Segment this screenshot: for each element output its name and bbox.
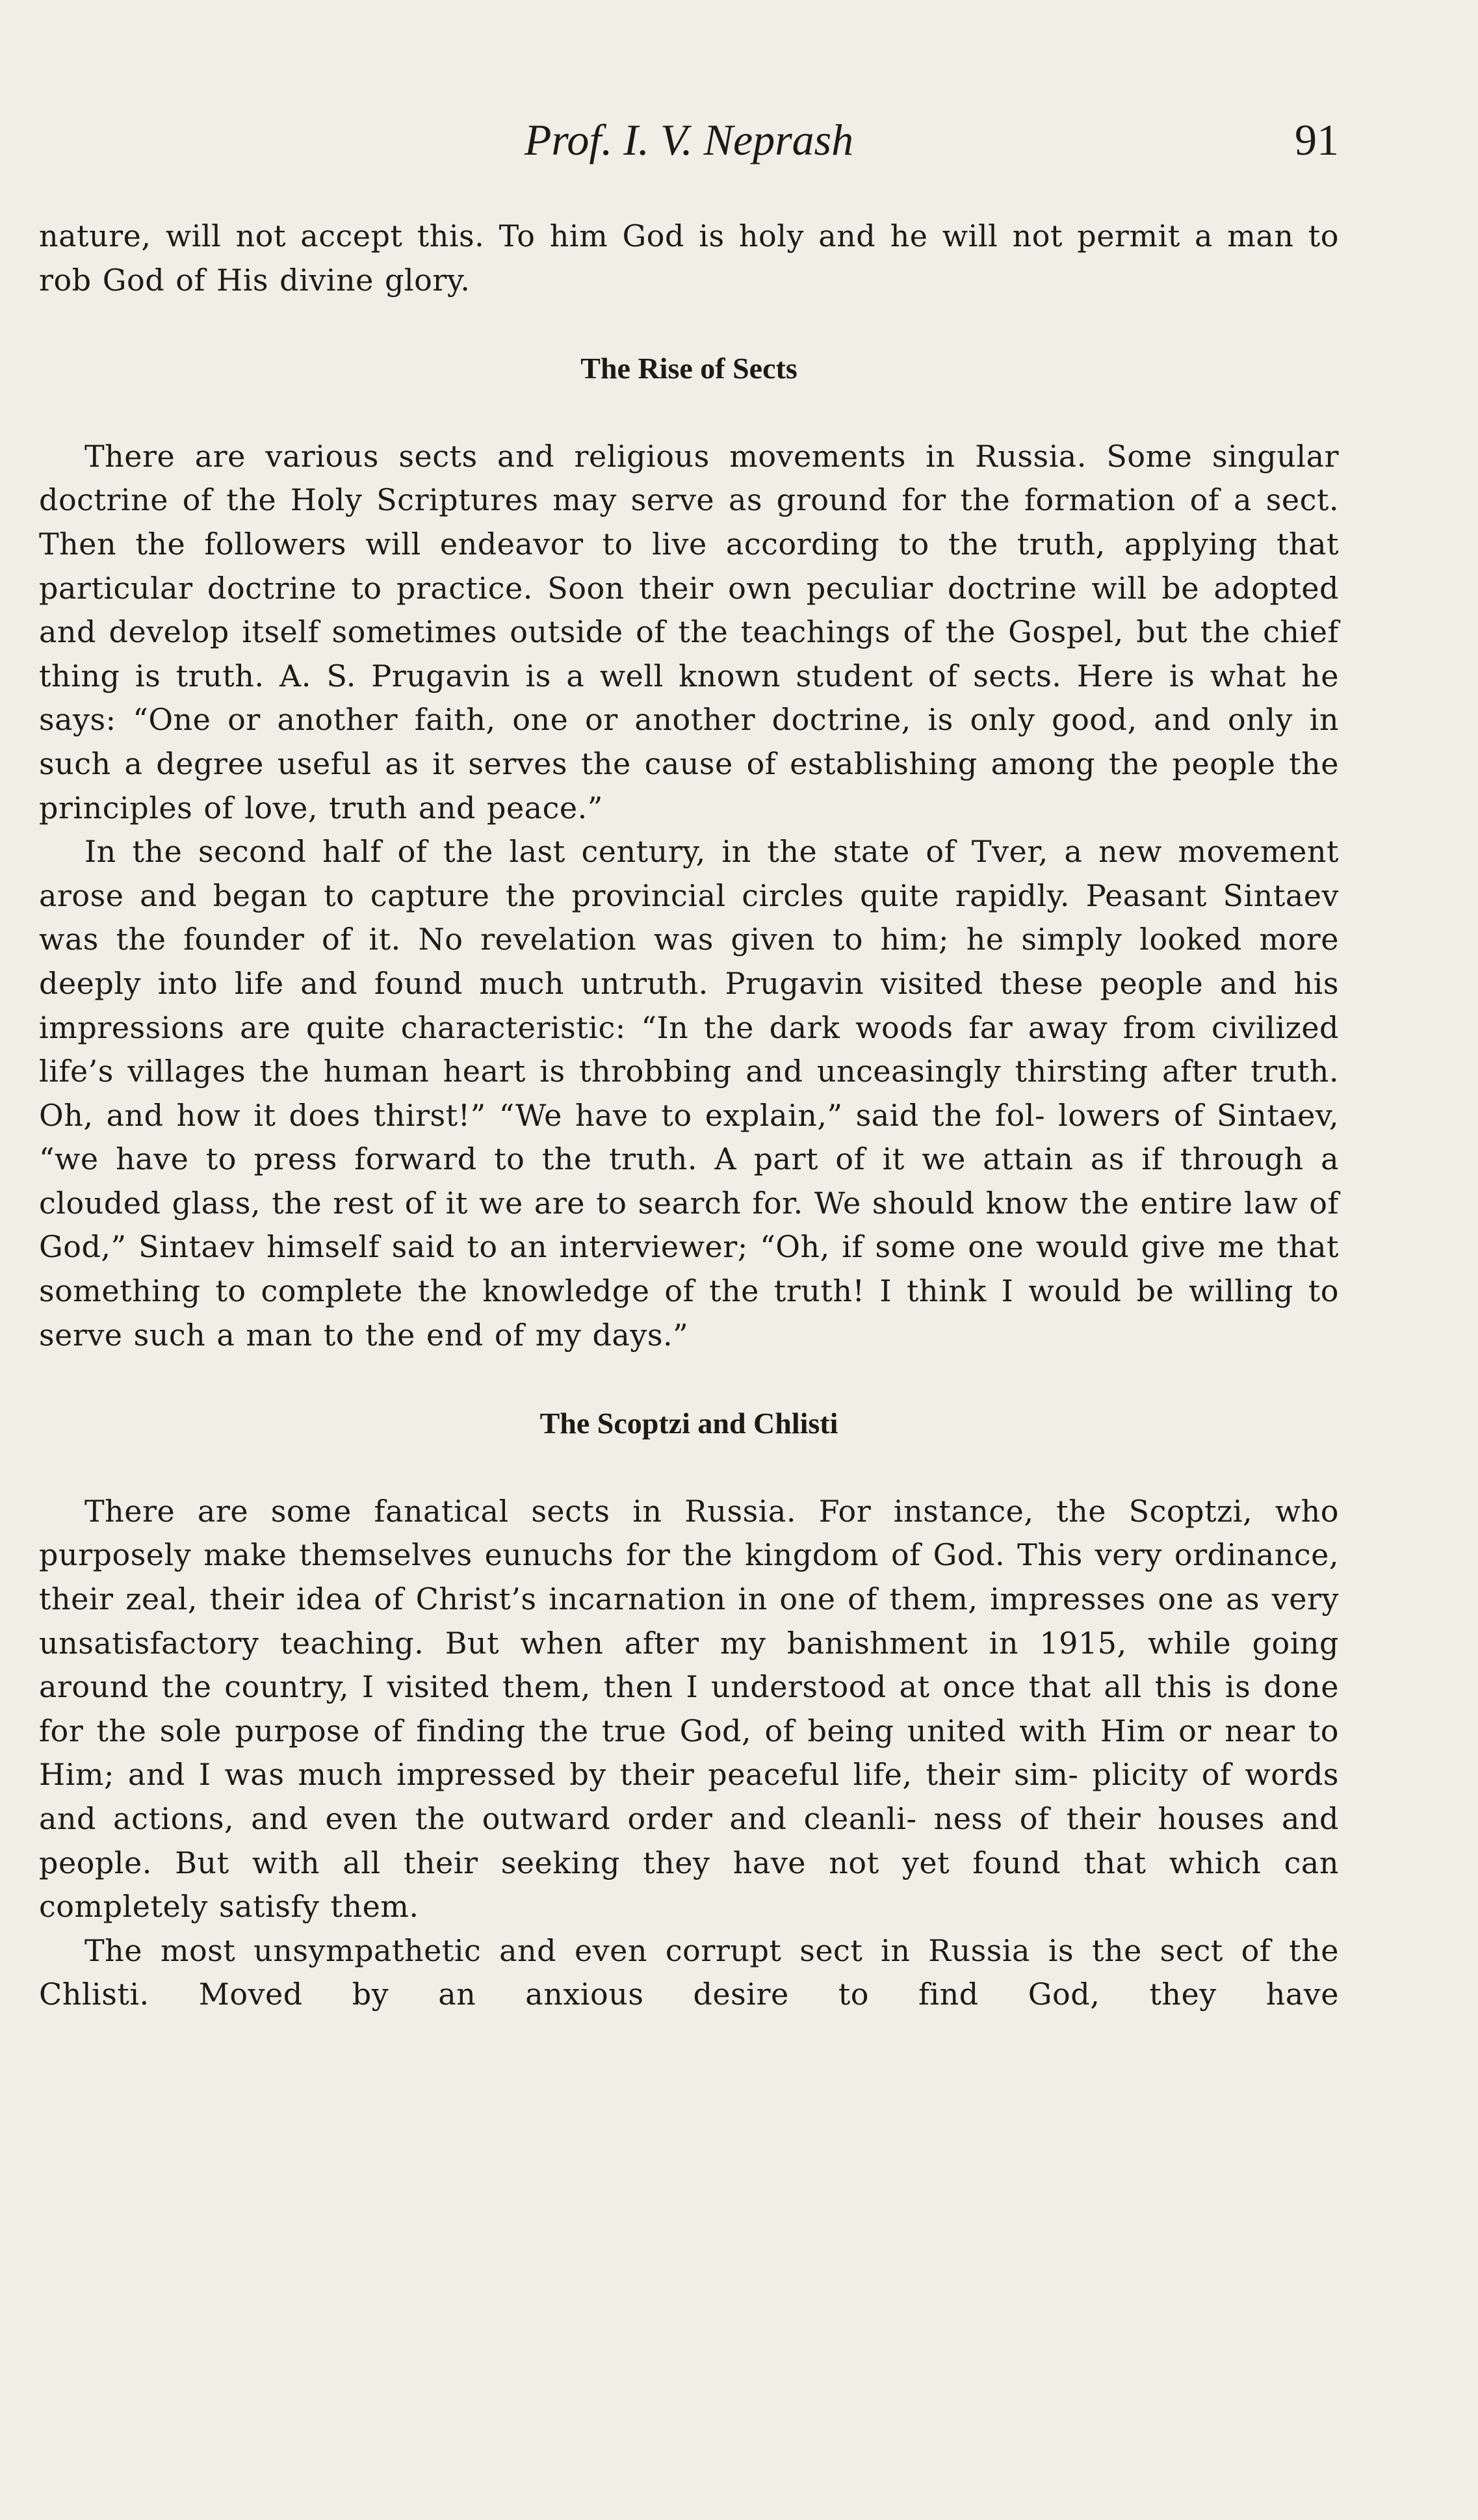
page-number: 91 — [1295, 115, 1339, 164]
section-heading-rise-of-sects: The Rise of Sects — [580, 352, 797, 385]
section-heading-scoptzi-chlisti: The Scoptzi and Chlisti — [539, 1407, 838, 1440]
running-head — [39, 110, 1339, 169]
paragraph-sintaev: In the second half of the last century, in the state of Tver, a new movement arose and began to capture the provincial circles quite rapidly. Peasant Sintaev was the founder of it. No revelation was given to him; he simply looked more deeply into life and found much untruth. Prugavin visited these people and his impressions are quite characteristic: “In the dark woods far away from civilized life’s villages the human heart is throbbing and unceasingly thirsting after truth. Oh, and how it does thirst!” “We have to explain,” said the fol- lowers of Sintaev, “we have to press forward to the truth. A part of it we attain as if through a clouded glass, the rest of it we are to search for. We should know the entire law of God,” Sintaev himself said to an interviewer; “Oh, if some one would give me that something to complete the knowledge of the truth! I think I would be willing to serve such a man to the end of my days.” — [39, 834, 1339, 1353]
paragraph-continuation: nature, will not accept this. To him God is holy and he will not permit a man to rob God of His divine glory. — [39, 218, 1339, 298]
running-title: Prof. I. V. Neprash — [524, 115, 854, 164]
paragraph-scoptzi: There are some fanatical sects in Russia. For instance, the Scoptzi, who purposely make themselves eunuchs for the kingdom of God. This very ordinance, their zeal, their idea of Christ’s incarnation in one of them, impresses one as very unsatisfactory teaching. But when after my banishment in 1915, while going around the country, I visited them, then I understood at once that all this is done for the sole purpose of finding the true God, of being united with Him or near to Him; and I was much impressed by their peaceful life, their sim- plicity of words and actions, and even the outward order and cleanli- ness of their houses and people. But with all their seeking they have not yet found that which can completely satisfy them. — [39, 1493, 1339, 1925]
paragraph-sects-intro: There are various sects and religious movements in Russia. Some singular doctrine of the Holy Scriptures may serve as ground for the formation of a sect. Then the followers will endeavor to live according to the truth, applying that particular doctrine to practice. Soon their own peculiar doctrine will be adopted and develop itself sometimes outside of the teachings of the Gospel, but the chief thing is truth. A. S. Prugavin is a well known student of sects. Here is what he says: “One or another faith, one or another doctrine, is only good, and only in such a degree useful as it serves the cause of establishing among the people the principles of love, truth and peace.” — [39, 438, 1339, 825]
spacer — [39, 391, 1339, 435]
page-body — [39, 214, 1339, 2017]
spacer — [39, 1357, 1339, 1401]
paragraph-chlisti: The most unsympathetic and even corrupt sect in Russia is the sect of the Chlisti. Moved by an anxious desire to find God, they have — [39, 1932, 1339, 2012]
spacer — [39, 1446, 1339, 1490]
spacer — [39, 302, 1339, 346]
